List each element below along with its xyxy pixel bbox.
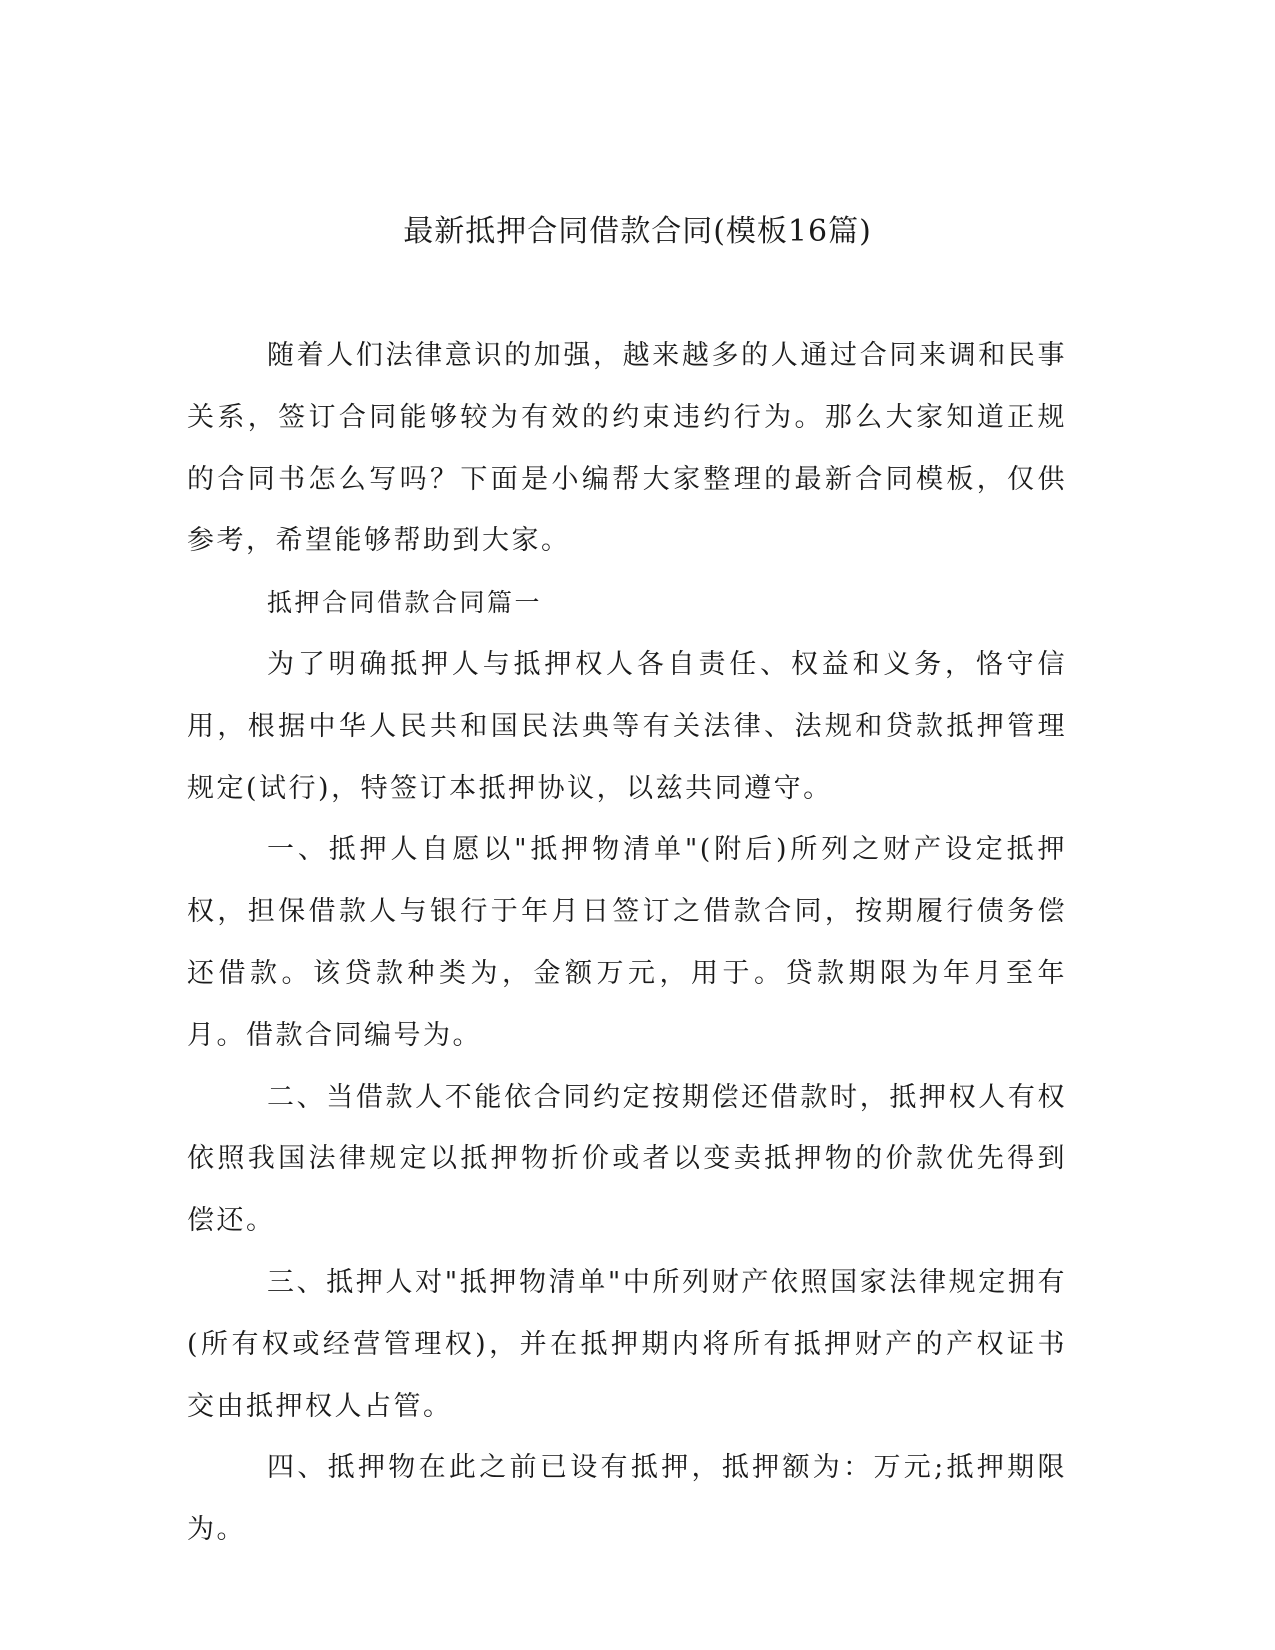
document-title: 最新抵押合同借款合同(模板16篇) xyxy=(403,214,872,249)
preamble-paragraph: 为了明确抵押人与抵押权人各自责任、权益和义务，恪守信用，根据中华人民共和国民法典等有关法律、法规和贷款抵押管理规定(试行)，特签订本抵押协议，以兹共同遵守。 xyxy=(187,648,1067,804)
clause-3-paragraph: 三、抵押人对"抵押物清单"中所列财产依照国家法律规定拥有(所有权或经营管理权)，并在抵押期内将所有抵押财产的产权证书交由抵押权人占管。 xyxy=(187,1266,1067,1422)
clause-1-paragraph: 一、抵押人自愿以"抵押物清单"(附后)所列之财产设定抵押权，担保借款人与银行于年月日签订之借款合同，按期履行债务偿还借款。该贷款种类为，金额万元，用于。贷款期限为年月至年月。借款合同编号为。 xyxy=(187,834,1067,1051)
intro-paragraph: 随着人们法律意识的加强，越来越多的人通过合同来调和民事关系，签订合同能够较为有效的约束违约行为。那么大家知道正规的合同书怎么写吗？下面是小编帮大家整理的最新合同模板，仅供参考，希望能够帮助到大家。 xyxy=(187,340,1067,557)
clause-4-paragraph: 四、抵押物在此之前已设有抵押，抵押额为：万元;抵押期限为。 xyxy=(187,1452,1067,1546)
section-heading: 抵押合同借款合同篇一 xyxy=(267,588,543,618)
clause-2-paragraph: 二、当借款人不能依合同约定按期偿还借款时，抵押权人有权依照我国法律规定以抵押物折价或者以变卖抵押物的价款优先得到偿还。 xyxy=(187,1081,1067,1237)
document-body xyxy=(187,325,1067,1561)
